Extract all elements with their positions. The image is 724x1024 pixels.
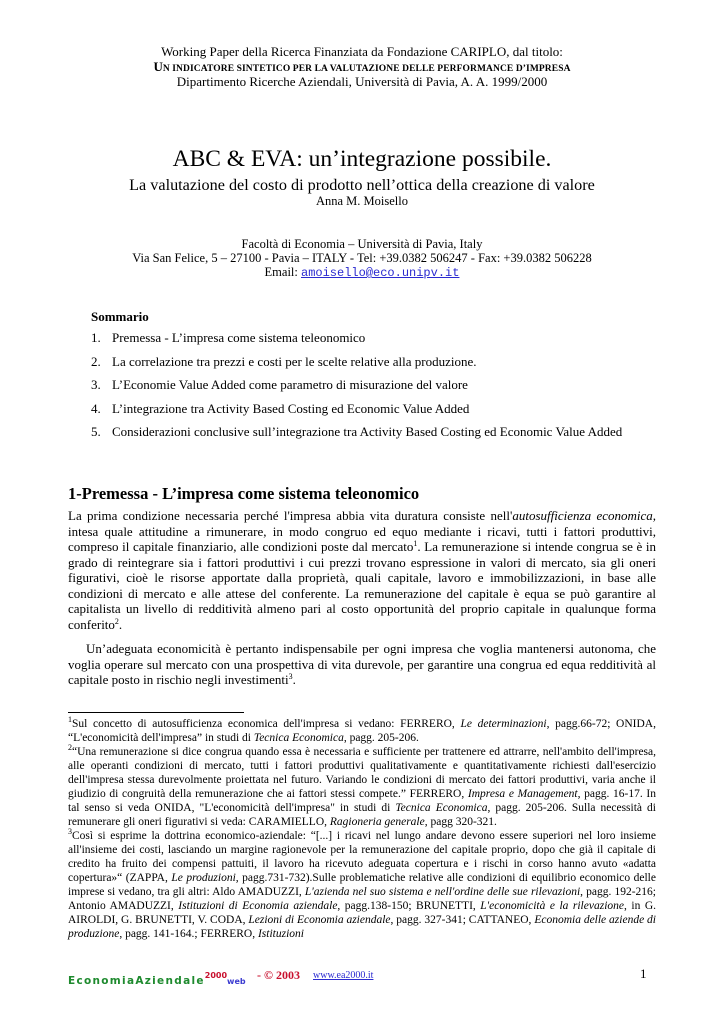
footnote-text: , pagg. 327-341; CATTANEO, (390, 914, 535, 926)
footnote-text: , pagg. 205-206. Sulla necessità di remunerare gli oneri figurativi si veda: CARAMIELLO, (68, 802, 657, 828)
footnote-2 (68, 745, 656, 829)
footnote-3 (68, 829, 656, 941)
toc-item (91, 420, 691, 444)
footnote-text: Così si esprime la dottrina economico-aziendale: “[...] i ricavi nel lungo andare devono essere superiori nel loro insieme all'insieme dei costi, lasciando un margine ragionevole per la remunerazione del capitale proprio, dopo che già il capitale di credito ha fruito dei compensi pattuiti, il lavoro ha ricevuto adeguata copertura e i rischi in corso hanno avuto «adatta copertura»“ (ZAPPA, (68, 830, 656, 884)
toc-item (91, 397, 691, 421)
copyright-text: - © 2003 (257, 968, 300, 982)
footnote-ref-3[interactable]: 3 (288, 672, 293, 681)
logo-text: EconomiaAziendale (68, 975, 205, 987)
toc-item-text: L’Economie Value Added come parametro di misurazione del valore (112, 377, 468, 392)
footnote-ref-2[interactable]: 2 (114, 616, 119, 626)
footnote-emphasis: Tecnica Economica (395, 802, 488, 814)
header-line-1: Working Paper della Ricerca Finanziata da Fondazione CARIPLO, dal titolo: (161, 44, 563, 59)
logo-superscript: 2000 (204, 971, 228, 980)
affiliation-line-2: Via San Felice, 5 – 27100 - Pavia – ITALY - Tel: +39.0382 506247 - Fax: +39.0382 506228 (132, 251, 592, 265)
footnote-emphasis: Impresa e Management, (467, 788, 581, 800)
paragraph-text: Un’adeguata economicità è pertanto indispensabile per ogni impresa che voglia mantenersi autonoma, che voglia operare sul mercato con una prospettiva di vita durevole, per garantire una congrua ed equa redditività al capitale posto in rischio negli investimenti (68, 641, 656, 687)
footnote-text: Sul concetto di autosufficienza economica dell'impresa si vedano: FERRERO, (72, 718, 461, 730)
page-number: 1 (640, 966, 647, 981)
footnote-emphasis: Le determinazioni (460, 718, 547, 730)
footnote-text: pagg. 16-17. In tal senso si veda ONIDA, "L'economicità dell'impresa" in studi di (68, 788, 657, 814)
header-line-2-rest: N INDICATORE SINTETICO PER LA VALUTAZIONE DELLE PERFORMANCE D’IMPRESA (162, 64, 571, 74)
footnote-text: , in G. AIROLDI, G. BRUNETTI, V. CODA, (68, 900, 656, 926)
toc-item-text: L’integrazione tra Activity Based Costing ed Economic Value Added (112, 400, 470, 416)
footnote-text: “Una remunerazione si dice congrua quando essa è necessaria e sufficiente per trattenere ed attrarre, nell'ambito dell'impresa, alle operanti condizioni di mercato, tutti i fattori produttivi qualitativamente e quantitativamente richiesti dall'esercizio dell'impresa stessa durevolmente proiettata nel futuro. Variando le condizioni di mercato dei fattori produttivi, varia anche il giudizio di congruità della remunerazione che ai fattori stessi compete.” FERRERO, (68, 746, 656, 800)
email-link[interactable]: amoisello@eco.unipv.it (301, 266, 460, 280)
email-label: Email: (264, 265, 298, 279)
footnote-text: , pagg.66-72; ONIDA, “L'economicità dell'impresa” in studi di (68, 718, 656, 744)
footnote-emphasis: Economia delle aziende di produzione (68, 914, 656, 940)
toc-item-number: 2. (91, 353, 101, 369)
affiliation-email-line (40, 265, 684, 281)
footnote-emphasis: Ragioneria generale (329, 816, 425, 828)
toc-item-text: La correlazione tra prezzi e costi per le scelte relative alla produzione. (112, 353, 477, 369)
footnote-divider (68, 712, 244, 713)
footnote-text: , pagg. 141-164.; FERRERO, (119, 928, 258, 940)
footnote-text: , pagg.138-150; BRUNETTI, (337, 900, 481, 912)
footnote-text: , pagg. 192-216; Antonio AMADUZZI, (68, 886, 656, 912)
footnote-emphasis: Tecnica Economica (253, 732, 344, 744)
footnote-emphasis: L'azienda nel suo sistema e nell'ordine delle sue rilevazioni (304, 886, 581, 898)
footnote-emphasis: Istituzioni (257, 928, 304, 940)
footnote-text: pagg.731-732).Sulle problematiche relative alle condizioni di equilibrio economico delle imprese si vedano, tra gli altri: Aldo AMADUZZI, (68, 872, 656, 898)
footnote-text: , pagg. 205-206. (343, 732, 419, 744)
footnote-number: 3 (68, 827, 72, 836)
section-heading: 1-Premessa - L’impresa come sistema teleonomico (68, 484, 420, 503)
paragraph-text: La prima condizione necessaria perché l'impresa abbia vita duratura consiste nell' (68, 508, 513, 523)
toc-title: Sommario (91, 309, 149, 324)
footnote-1 (68, 717, 656, 745)
footnote-text: , pagg 320-321. (424, 816, 497, 828)
paper-subtitle: La valutazione del costo di prodotto nell’ottica della creazione di valore (129, 176, 595, 194)
toc-item-number: 4. (91, 400, 101, 416)
toc-item (91, 350, 691, 374)
author-name: Anna M. Moisello (315, 194, 408, 208)
table-of-contents (91, 326, 691, 444)
paragraph-2 (68, 641, 656, 688)
footnotes (68, 717, 656, 941)
footnote-emphasis: Lezioni di Economia aziendale (248, 914, 391, 926)
paragraph-1 (68, 508, 656, 632)
footnote-ref-1[interactable]: 1 (413, 539, 418, 548)
paragraph-text: . (118, 616, 123, 632)
toc-item-number: 5. (91, 424, 101, 439)
logo-web: web (227, 977, 246, 986)
footnote-number: 1 (68, 715, 72, 724)
toc-item-text: Premessa - L’impresa come sistema teleonomico (112, 330, 366, 345)
footer-url-link[interactable]: www.ea2000.it (313, 970, 374, 981)
journal-logo (68, 968, 246, 990)
toc-item (91, 373, 691, 397)
footnote-emphasis: Istituzioni di Economia aziendale (178, 900, 338, 912)
paragraph-text: intesa quale attitudine a rimunerare, in modo congruo ed equo mediante i ricavi, tutti i fattori produttivi, compreso il capitale finanziario, alle condizioni poste dal mercato (68, 523, 656, 554)
header-line-3: Dipartimento Ricerche Aziendali, Università di Pavia, A. A. 1999/2000 (176, 74, 548, 89)
paper-title: ABC & EVA: un’integrazione possibile. (172, 146, 552, 172)
paragraph-text: . (292, 672, 296, 687)
toc-item-number: 1. (91, 330, 101, 345)
toc-item-number: 3. (91, 377, 101, 392)
toc-item-text: Considerazioni conclusive sull’integrazione tra Activity Based Costing ed Economic Value Added (112, 424, 623, 439)
paragraph-emphasis: autosufficienza economica, (512, 508, 656, 523)
toc-item (91, 326, 691, 350)
header-line-2-cap: U (153, 59, 163, 74)
affiliation-line-1: Facoltà di Economia – Università di Pavia, Italy (241, 237, 483, 251)
paragraph-text: . La remunerazione si intende congrua se è in grado di reintegrare sia i fattori produttivi i cui prezzi trovano espressione in valori di mercato, sia gli oneri figurativi, cioè le risorse apportate dalla proprietà, quali capitale, lavoro e immobilizzazioni, in base alle condizioni di mercato e alle attese del conferente. La remunerazione del capitale è equa se può garantire al capitalista un livello di redditività almeno pari al costo opportunità del proprio capitale in qualunque forma conferito (68, 539, 656, 632)
footnote-emphasis: L'economicità e la rilevazione (480, 900, 624, 912)
footnote-emphasis: Le produzioni, (171, 872, 239, 884)
footnote-number: 2 (68, 743, 72, 752)
